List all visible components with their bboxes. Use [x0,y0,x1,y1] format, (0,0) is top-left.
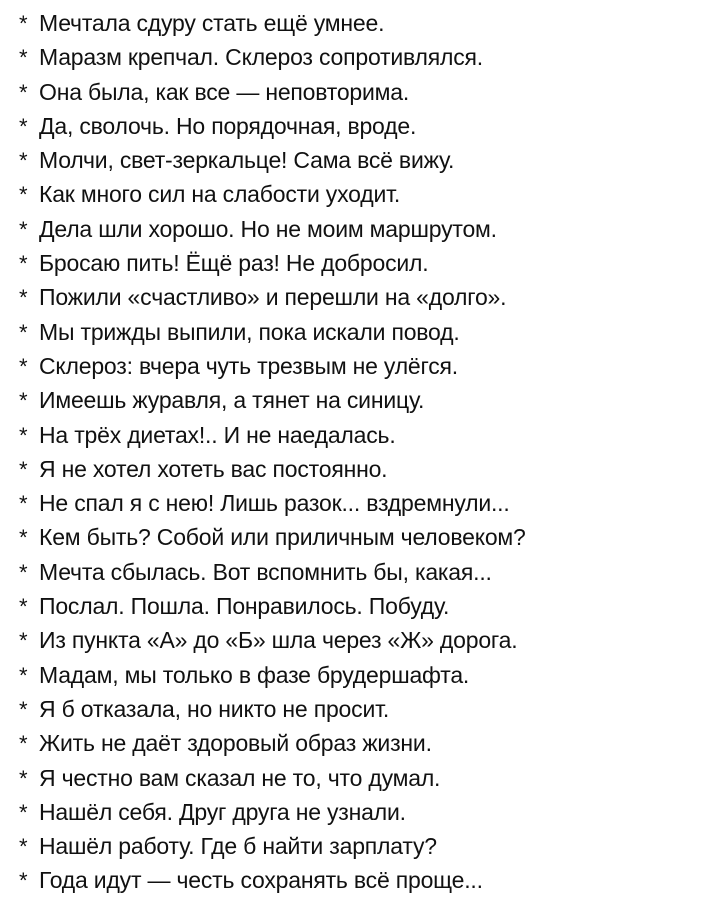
aphorism-text: Мы трижды выпили, пока искали повод. [39,318,460,345]
aphorism-line [19,761,720,795]
aphorism-line [19,863,720,897]
bullet-asterisk: * [19,388,28,414]
aphorism-line [19,795,720,829]
bullet-asterisk: * [19,525,28,551]
aphorism-line [19,349,720,383]
aphorism-text: Я б отказала, но никто не просит. [39,695,390,722]
bullet-asterisk: * [19,11,28,36]
bullet-asterisk: * [19,319,28,345]
bullet-asterisk: * [19,628,28,654]
bullet-asterisk: * [19,422,28,448]
aphorism-line [19,212,720,246]
bullet-asterisk: * [19,662,28,688]
bullet-asterisk: * [19,559,28,585]
aphorism-line [19,452,720,486]
bullet-asterisk: * [19,799,28,825]
aphorism-line [19,246,720,280]
aphorism-text: Не спал я с нею! Лишь разок... вздремнули... [39,490,510,517]
bullet-asterisk: * [19,113,28,139]
bullet-asterisk: * [19,182,28,208]
bullet-asterisk: * [19,765,28,791]
aphorism-line [19,6,720,40]
bullet-asterisk: * [19,79,28,105]
aphorism-line [19,75,720,109]
bullet-asterisk: * [19,456,28,482]
bullet-asterisk: * [19,45,28,71]
bullet-asterisk: * [19,696,28,722]
aphorism-text: Маразм крепчал. Склероз сопротивлялся. [39,44,483,71]
aphorism-text: На трёх диетах!.. И не наедалась. [39,421,396,448]
aphorism-line [19,658,720,692]
bullet-asterisk: * [19,216,28,242]
aphorism-line [19,486,720,520]
bullet-asterisk: * [19,594,28,620]
bullet-asterisk: * [19,491,28,517]
aphorism-line [19,40,720,74]
aphorism-line [19,109,720,143]
bullet-asterisk: * [19,731,28,757]
aphorism-text: Из пункта «А» до «Б» шла через «Ж» дорога. [39,627,518,654]
aphorism-line [19,623,720,657]
aphorism-text: Мечтала сдуру стать ещё умнее. [39,10,385,36]
aphorism-text: Пожили «счастливо» и перешли на «долго». [39,284,507,311]
aphorism-text: Мадам, мы только в фазе брудершафта. [39,661,470,688]
aphorism-text: Как много сил на слабости уходит. [39,181,401,208]
aphorism-text: Я не хотел хотеть вас постоянно. [39,455,388,482]
aphorism-text: Кем быть? Собой или приличным человеком? [39,524,526,551]
aphorism-line [19,829,720,863]
aphorism-text: Жить не даёт здоровый образ жизни. [39,730,432,757]
aphorism-line [19,692,720,726]
bullet-asterisk: * [19,285,28,311]
aphorism-list [19,6,720,898]
aphorism-line [19,383,720,417]
aphorism-line [19,555,720,589]
aphorism-line [19,143,720,177]
aphorism-line [19,418,720,452]
aphorism-text: Я честно вам сказал не то, что думал. [39,764,441,791]
aphorism-text: Бросаю пить! Ёщё раз! Не добросил. [39,250,429,277]
bullet-asterisk: * [19,834,28,860]
aphorism-text: Да, сволочь. Но порядочная, вроде. [39,112,417,139]
aphorism-line [19,315,720,349]
aphorism-text: Нашёл работу. Где б найти зарплату? [39,833,437,860]
aphorism-text: Молчи, свет-зеркальце! Сама всё вижу. [39,147,455,174]
aphorism-line [19,589,720,623]
aphorism-text: Года идут — честь сохранять всё проще... [39,867,483,894]
aphorism-text: Дела шли хорошо. Но не моим маршрутом. [39,215,497,242]
bullet-asterisk: * [19,868,28,894]
aphorism-text: Нашёл себя. Друг друга не узнали. [39,798,406,825]
aphorism-text: Склероз: вчера чуть трезвым не улёгся. [39,352,458,379]
aphorism-line [19,726,720,760]
bullet-asterisk: * [19,251,28,277]
aphorism-line [19,280,720,314]
aphorism-text: Имеешь журавля, а тянет на синицу. [39,387,425,414]
aphorism-text: Она была, как все — неповторима. [39,78,410,105]
bullet-asterisk: * [19,353,28,379]
aphorism-line [19,177,720,211]
bullet-asterisk: * [19,148,28,174]
aphorism-text: Мечта сбылась. Вот вспомнить бы, какая... [39,558,492,585]
aphorism-line [19,520,720,554]
aphorism-text: Послал. Пошла. Понравилось. Побуду. [39,593,450,620]
